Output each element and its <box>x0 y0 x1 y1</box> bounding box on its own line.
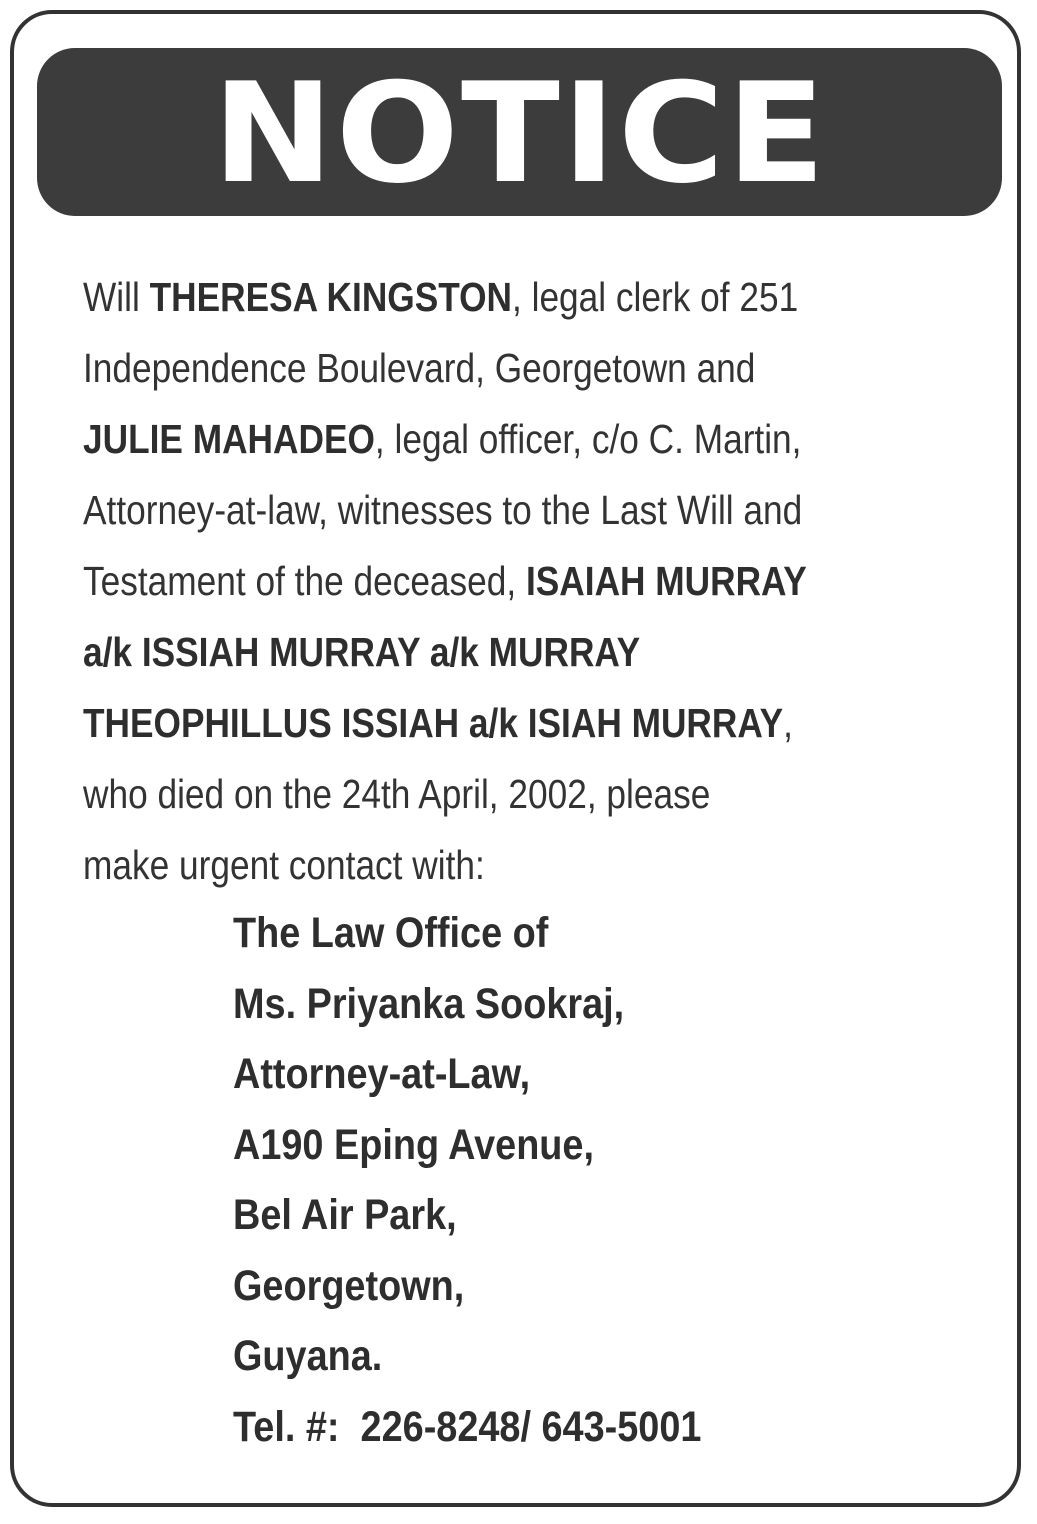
body-line-3 <box>83 404 983 475</box>
contact-line-title: Attorney-at-Law, <box>233 1050 531 1098</box>
notice-body <box>83 262 983 901</box>
witness-name-1: THERESA KINGSTON <box>149 274 513 320</box>
body-line-7 <box>83 688 983 759</box>
contact-line-area: Bel Air Park, <box>233 1191 457 1239</box>
contact-line-city: Georgetown, <box>233 1261 465 1310</box>
body-text: Will <box>83 274 150 320</box>
body-text: Testament of the deceased, <box>83 558 526 604</box>
contact-block <box>233 898 701 1462</box>
witness-name-2: JULIE MAHADEO <box>83 416 375 462</box>
deceased-name: ISAIAH MURRAY <box>525 558 807 604</box>
notice-title: NOTICE <box>211 53 828 214</box>
contact-line-office: The Law Office of <box>233 909 549 957</box>
body-line-2: Independence Boulevard, Georgetown and <box>83 345 756 391</box>
body-line-6: a/k ISSIAH MURRAY a/k MURRAY <box>83 629 641 675</box>
deceased-alias: THEOPHILLUS ISSIAH a/k ISIAH MURRAY <box>83 700 784 746</box>
contact-line-country: Guyana. <box>233 1332 383 1380</box>
body-text: , legal clerk of 251 <box>512 274 799 320</box>
body-text: , <box>783 700 793 746</box>
body-line-1 <box>83 262 983 333</box>
body-line-9: make urgent contact with: <box>83 842 485 888</box>
body-line-4: Attorney-at-law, witnesses to the Last Will and <box>83 487 803 533</box>
contact-line-phone: Tel. #: 226-8248/ 643-5001 <box>233 1402 702 1451</box>
body-line-8: who died on the 24th April, 2002, please <box>83 771 711 817</box>
body-line-5 <box>83 546 983 617</box>
contact-line-street: A190 Eping Avenue, <box>233 1120 594 1169</box>
body-text: , legal officer, c/o C. Martin, <box>374 416 802 462</box>
notice-banner <box>37 48 1002 216</box>
contact-line-attorney-name: Ms. Priyanka Sookraj, <box>233 979 625 1028</box>
